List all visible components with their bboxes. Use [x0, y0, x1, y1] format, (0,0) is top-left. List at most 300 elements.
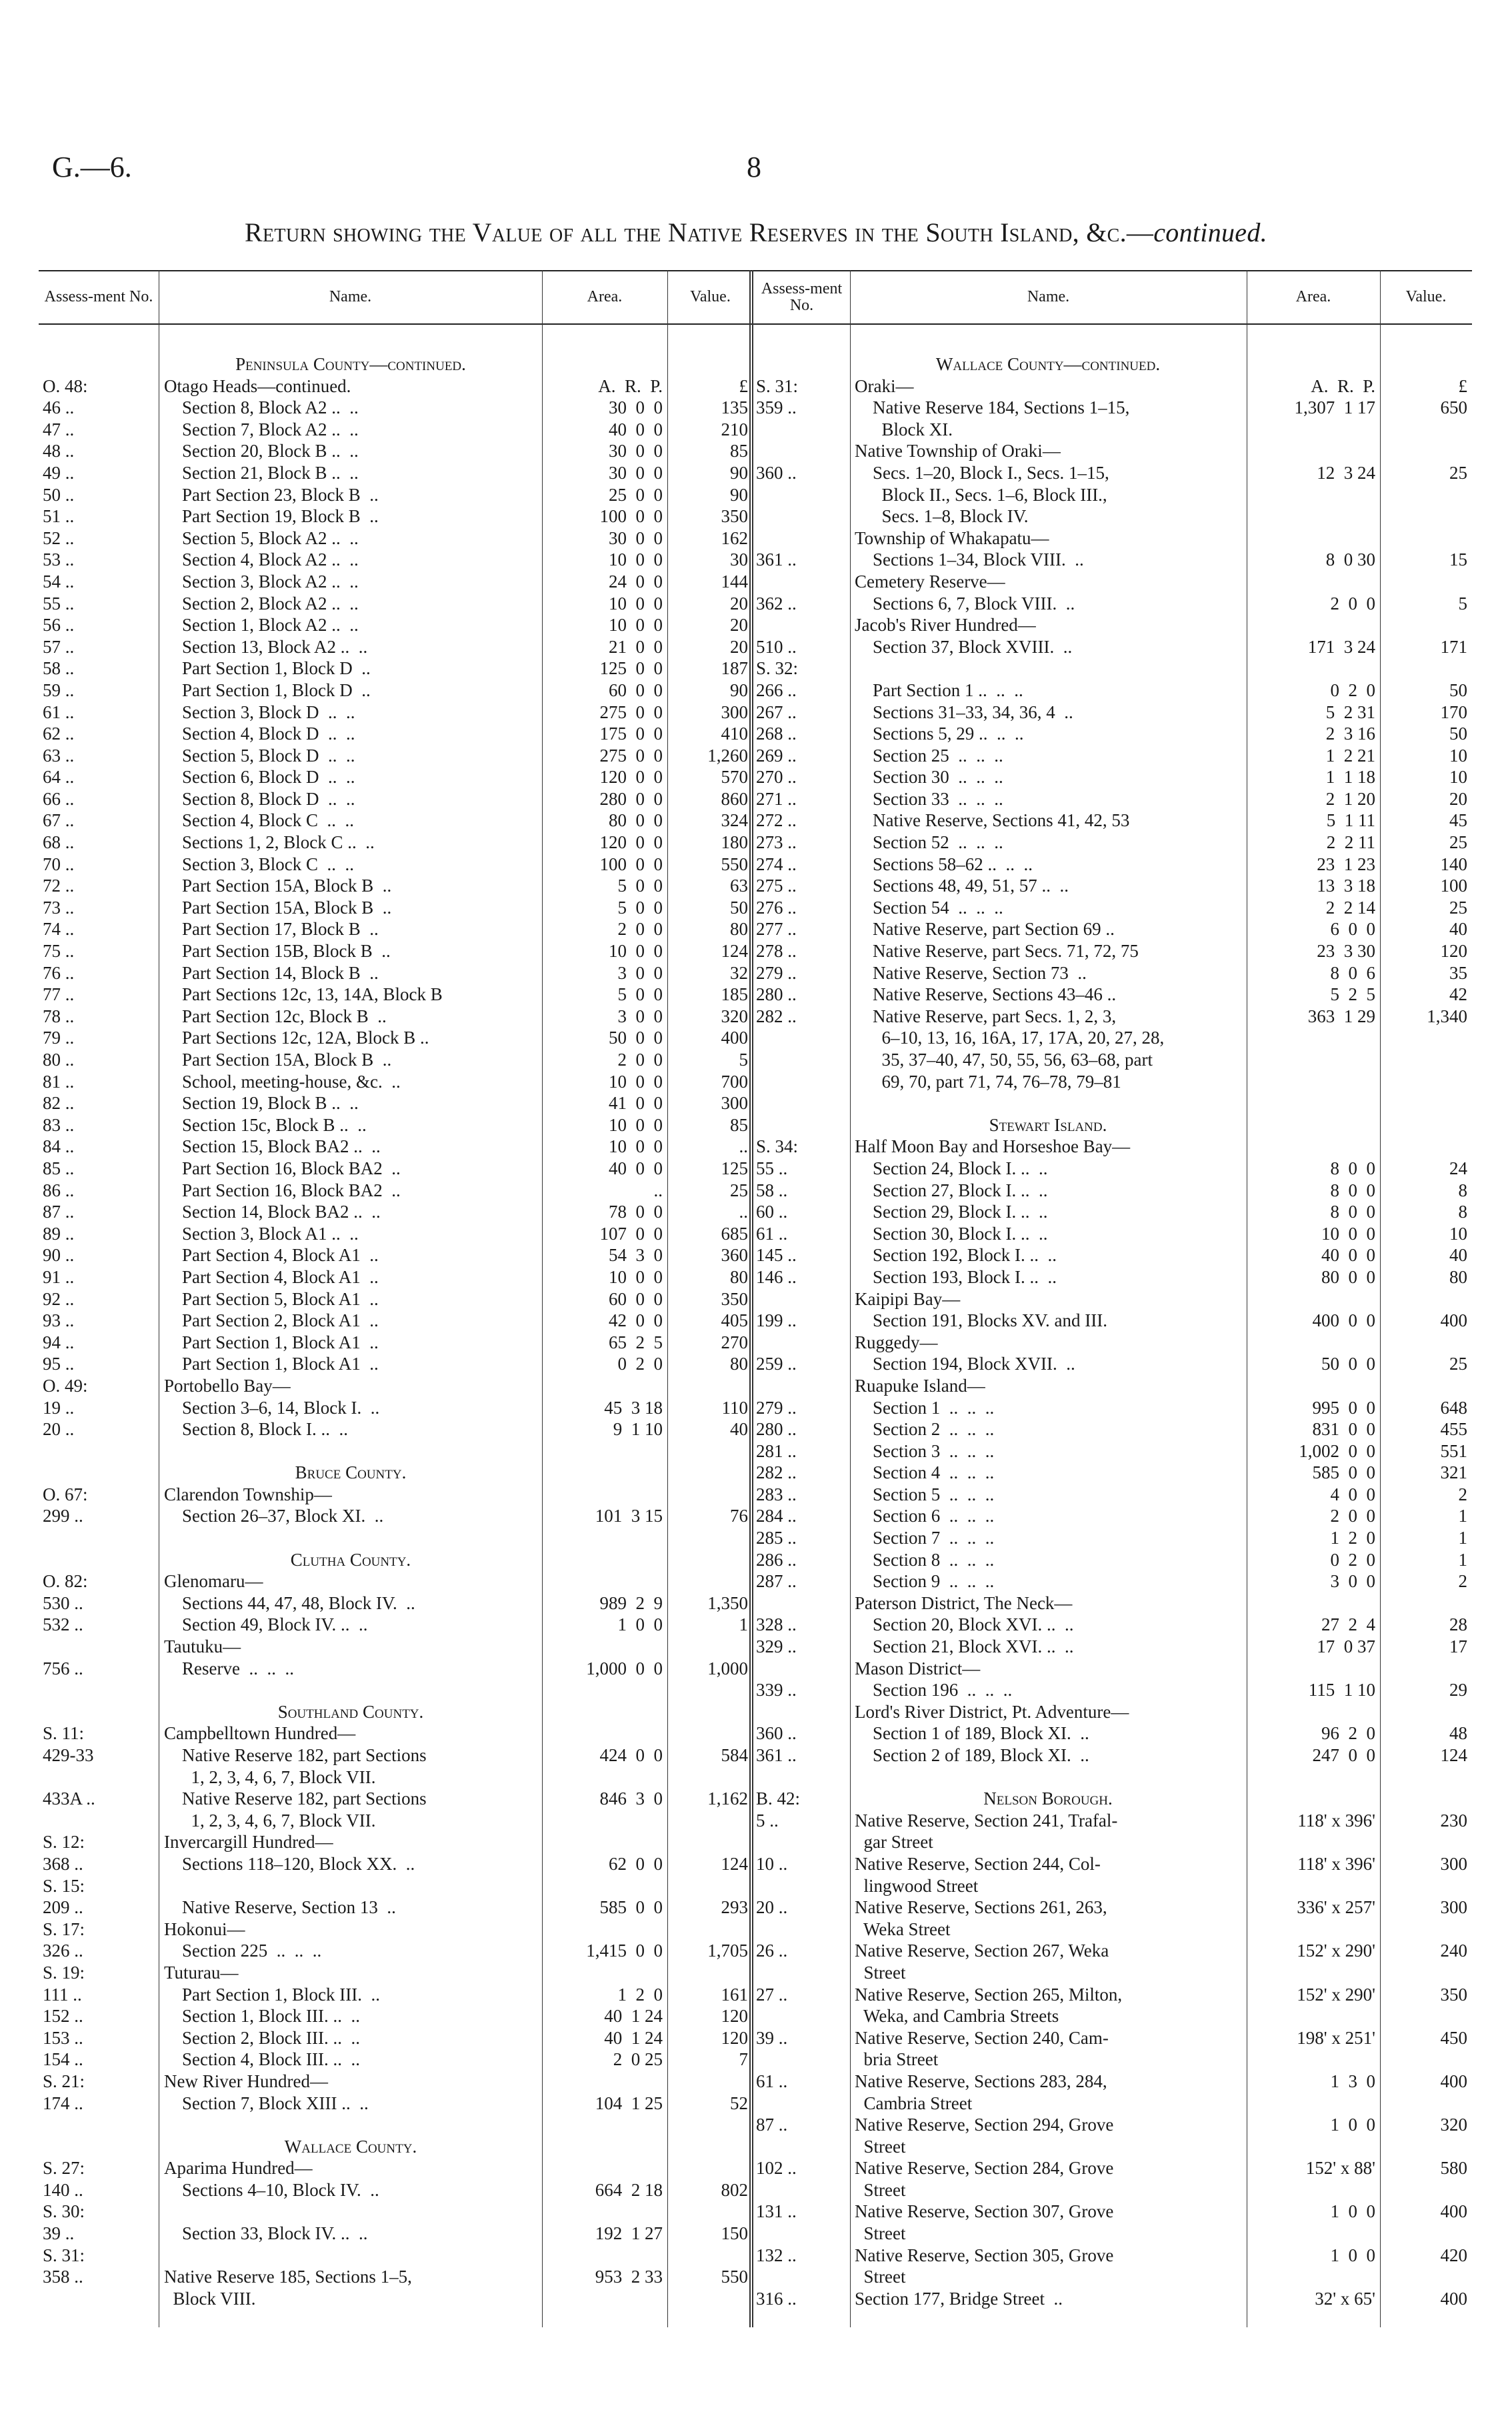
area-value: 30 0 0: [609, 462, 663, 483]
table-row: [39, 1962, 753, 1984]
table-row: [39, 2223, 753, 2245]
value-amount: 400: [721, 1028, 748, 1048]
area-value: 152' x 290': [1297, 1941, 1375, 1961]
value-amount: 17: [1449, 1636, 1467, 1657]
reserve-name: Native Reserve, Section 13 ..: [164, 1897, 396, 1918]
table-row: [753, 1244, 1472, 1266]
assessment-number: 280 ..: [756, 984, 797, 1005]
header-assessment: Assess-ment No.: [39, 270, 159, 325]
assessment-number: 54 ..: [43, 571, 75, 591]
reserve-name: Paterson District, The Neck—: [855, 1592, 1073, 1613]
reserve-name: Section 33 .. .. ..: [855, 788, 1003, 809]
area-value: 1,002 0 0: [1299, 1440, 1375, 1461]
table-row: [753, 2223, 1472, 2245]
reserve-name: Sections 5, 29 .. .. ..: [855, 724, 1024, 744]
reserve-name: Jacob's River Hundred—: [855, 615, 1036, 636]
reserve-name: Section 6 .. .. ..: [855, 1506, 995, 1526]
reserve-name: Section 13, Block A2 .. ..: [164, 636, 368, 657]
assessment-number: 510 ..: [756, 636, 797, 657]
assessment-number: 362 ..: [756, 593, 797, 614]
value-amount: 1,705: [707, 1941, 748, 1961]
area-value: 118' x 396': [1297, 1853, 1375, 1874]
assessment-number: 145 ..: [756, 1245, 797, 1266]
left-rows: [39, 353, 753, 2309]
table-row: [39, 1679, 753, 1701]
reserve-name: Section 5 .. .. ..: [855, 1484, 995, 1504]
reserve-name: Part Section 4, Block A1 ..: [164, 1245, 379, 1266]
table-row: [39, 2245, 753, 2267]
value-amount: 551: [1440, 1440, 1467, 1461]
assessment-number: 63 ..: [43, 745, 75, 766]
value-amount: 25: [1449, 462, 1467, 483]
table-row: [39, 832, 753, 854]
table-row: [753, 2005, 1472, 2027]
value-amount: 48: [1449, 1723, 1467, 1744]
area-value: 27 2 4: [1321, 1614, 1375, 1635]
assessment-number: 57 ..: [43, 636, 75, 657]
table-row: [39, 440, 753, 462]
area-value: 1 2 0: [1330, 1528, 1375, 1548]
table-row: [39, 2114, 753, 2136]
table-row: [753, 636, 1472, 658]
value-amount: 20: [730, 593, 748, 614]
value-amount: 1: [1458, 1528, 1467, 1548]
reserve-name: lingwood Street: [855, 1875, 979, 1896]
assessment-number: 73 ..: [43, 897, 75, 918]
area-value: 5 0 0: [617, 876, 663, 896]
table-row: [39, 571, 753, 593]
value-amount: 90: [730, 680, 748, 700]
value-amount: 2: [1458, 1571, 1467, 1592]
reserve-name: Mason District—: [855, 1658, 981, 1678]
area-value: 585 0 0: [599, 1897, 663, 1918]
area-value: 664 2 18: [595, 2179, 663, 2200]
value-amount: 450: [1440, 2027, 1467, 2048]
reserve-name: bria Street: [855, 2049, 939, 2070]
table-row: [39, 1158, 753, 1180]
area-value: 12 3 24: [1317, 462, 1375, 483]
value-amount: 650: [1440, 397, 1467, 418]
reserve-name: Native Reserve, Section 267, Weka: [855, 1941, 1109, 1961]
assessment-number: O. 48:: [43, 375, 88, 396]
value-amount: 90: [730, 484, 748, 505]
value-amount: 350: [1440, 1984, 1467, 2005]
assessment-number: 281 ..: [756, 1440, 797, 1461]
area-value: 40 1 24: [604, 2006, 663, 2027]
assessment-number: 269 ..: [756, 745, 797, 766]
value-amount: 1: [1458, 1506, 1467, 1526]
reserve-name: Section 49, Block IV. .. ..: [164, 1614, 368, 1635]
reserve-name: Sections 31–33, 34, 36, 4 ..: [855, 702, 1073, 722]
table-row: [39, 962, 753, 984]
reserve-name: Section 2 .. .. ..: [855, 1419, 995, 1440]
table-row: [753, 2136, 1472, 2158]
value-amount: 405: [721, 1310, 748, 1331]
reserve-name: New River Hundred—: [164, 2071, 328, 2091]
reserve-name: Sections 4–10, Block IV. ..: [164, 2179, 379, 2200]
assessment-number: 83 ..: [43, 1114, 75, 1135]
value-amount: 400: [1440, 1310, 1467, 1331]
table-row: [753, 1158, 1472, 1180]
table-row: [753, 353, 1472, 375]
table-row: [39, 1288, 753, 1310]
table-row: [753, 1092, 1472, 1114]
reserve-name: Campbelltown Hundred—: [164, 1723, 356, 1744]
left-table: [39, 270, 753, 2327]
area-value: 5 0 0: [617, 984, 663, 1005]
assessment-number: 279 ..: [756, 1397, 797, 1418]
assessment-number: 285 ..: [756, 1528, 797, 1548]
table-row: [39, 897, 753, 919]
area-value: 107 0 0: [599, 1223, 663, 1244]
value-amount: 240: [1440, 1941, 1467, 1961]
table-row: [753, 1636, 1472, 1658]
reserve-name: Cambria Street: [855, 2093, 973, 2113]
area-value: A. R. P.: [1311, 375, 1375, 396]
value-amount: 25: [1449, 1354, 1467, 1374]
table-row: [753, 571, 1472, 593]
reserve-name: Section 29, Block I. .. ..: [855, 1202, 1048, 1222]
area-value: 2 2 14: [1325, 897, 1375, 918]
table-row: [39, 2136, 753, 2158]
area-value: 152' x 290': [1297, 1984, 1375, 2005]
table-row: [753, 1940, 1472, 1962]
area-value: 3 0 0: [617, 962, 663, 983]
value-amount: 2: [1458, 1484, 1467, 1504]
header-assessment: Assess-ment No.: [753, 270, 850, 325]
reserve-name: Aparima Hundred—: [164, 2158, 313, 2179]
reserve-name: Section 8, Block D .. ..: [164, 788, 355, 809]
area-value: 23 3 30: [1317, 941, 1375, 962]
table-row: [753, 2114, 1472, 2136]
reserve-name: Native Reserve, part Section 69 ..: [855, 919, 1115, 940]
value-amount: ..: [739, 1202, 748, 1222]
area-value: 45 3 18: [604, 1397, 663, 1418]
assessment-number: 368 ..: [43, 1853, 83, 1874]
table-row: [39, 1092, 753, 1114]
reserve-name: Block II., Secs. 1–6, Block III.,: [855, 484, 1107, 505]
value-amount: £: [1458, 375, 1467, 396]
table-row: [753, 680, 1472, 702]
area-value: 1,000 0 0: [586, 1658, 663, 1678]
value-amount: 210: [721, 419, 748, 439]
value-amount: 20: [1449, 788, 1467, 809]
reserve-name: Part Section 1, Block A1 ..: [164, 1354, 379, 1374]
reserve-name: Native Reserve 184, Sections 1–15,: [855, 397, 1130, 418]
value-amount: 185: [721, 984, 748, 1005]
page-identifier: G.—6.: [52, 151, 132, 183]
assessment-number: 433A ..: [43, 1788, 95, 1809]
assessment-number: 52 ..: [43, 527, 75, 548]
reserve-name: Street: [855, 1962, 906, 1983]
assessment-number: 68 ..: [43, 832, 75, 853]
reserve-name: Section 19, Block B .. ..: [164, 1093, 359, 1114]
reserve-name: Section 196 .. .. ..: [855, 1680, 1013, 1700]
reserve-name: Street: [855, 2136, 906, 2157]
reserve-name: Part Section 2, Block A1 ..: [164, 1310, 379, 1331]
value-amount: 80: [730, 1354, 748, 1374]
table-row: [753, 1527, 1472, 1549]
area-value: 1 0 0: [1330, 2201, 1375, 2222]
table-row: [39, 2071, 753, 2093]
table-row: [39, 1114, 753, 1136]
table-row: [753, 1919, 1472, 1941]
value-amount: 171: [1440, 636, 1467, 657]
table-row: [39, 745, 753, 767]
value-amount: 15: [1449, 549, 1467, 570]
table-row: [39, 766, 753, 788]
table-row: [39, 1658, 753, 1680]
area-value: 1 3 0: [1330, 2071, 1375, 2091]
section-heading: Clutha County.: [290, 1549, 411, 1570]
value-amount: 144: [721, 571, 748, 591]
table-row: [753, 1027, 1472, 1049]
reserve-name: Part Section 1, Block A1 ..: [164, 1332, 379, 1352]
reserve-name: Section 14, Block BA2 .. ..: [164, 1202, 381, 1222]
area-value: 3 0 0: [1330, 1571, 1375, 1592]
value-amount: 140: [1440, 854, 1467, 874]
area-value: 17 0 37: [1317, 1636, 1375, 1657]
assessment-number: 174 ..: [43, 2093, 83, 2113]
assessment-number: 111 ..: [43, 1984, 82, 2005]
table-row: [39, 397, 753, 419]
reserve-name: Part Section 15B, Block B ..: [164, 941, 391, 962]
assessment-number: 20 ..: [756, 1897, 788, 1918]
table-row: [753, 897, 1472, 919]
reserve-name: Section 52 .. .. ..: [855, 832, 1003, 853]
area-value: 23 1 23: [1317, 854, 1375, 874]
area-value: 30 0 0: [609, 527, 663, 548]
reserve-name: Section 193, Block I. .. ..: [855, 1266, 1057, 1287]
table-row: [753, 397, 1472, 419]
reserve-name: Part Section 19, Block B ..: [164, 506, 379, 527]
table-row: [753, 1375, 1472, 1397]
reserve-name: Section 30, Block I. .. ..: [855, 1223, 1048, 1244]
table-row: [753, 1614, 1472, 1636]
area-value: 2 0 25: [613, 2049, 663, 2070]
assessment-number: 361 ..: [756, 1745, 797, 1765]
table-row: [753, 1353, 1472, 1375]
table-row: [753, 854, 1472, 876]
table-row: [39, 2288, 753, 2310]
reserve-name: 1, 2, 3, 4, 6, 7, Block VII.: [164, 1766, 376, 1787]
table-row: [753, 2027, 1472, 2049]
reserve-name: Street: [855, 2179, 906, 2200]
table-row: [39, 1332, 753, 1354]
table-row: [753, 658, 1472, 680]
table-row: [39, 1462, 753, 1484]
table-row: [753, 810, 1472, 832]
assessment-number: 152 ..: [43, 2006, 83, 2027]
assessment-number: 326 ..: [43, 1941, 83, 1961]
table-row: [39, 1701, 753, 1723]
table-row: [753, 1332, 1472, 1354]
value-amount: 420: [1440, 2245, 1467, 2265]
assessment-number: 27 ..: [756, 1984, 788, 2005]
value-amount: 10: [1449, 767, 1467, 788]
table-row: [753, 1440, 1472, 1462]
reserve-name: Section 4, Block D .. ..: [164, 724, 355, 744]
reserve-name: Section 3, Block C .. ..: [164, 854, 354, 874]
area-value: 1 2 21: [1325, 745, 1375, 766]
table-row: [39, 1897, 753, 1919]
reserve-name: Tautuku—: [164, 1636, 241, 1657]
value-amount: 20: [730, 636, 748, 657]
assessment-number: 87 ..: [43, 1202, 75, 1222]
assessment-number: 359 ..: [756, 397, 797, 418]
assessment-number: 62 ..: [43, 724, 75, 744]
area-value: 40 0 0: [609, 419, 663, 439]
area-value: 585 0 0: [1312, 1462, 1375, 1483]
section-heading: Bruce County.: [295, 1462, 407, 1483]
reserve-name: Section 3–6, 14, Block I. ..: [164, 1397, 380, 1418]
table-row: [39, 702, 753, 724]
table-row: [753, 1788, 1472, 1810]
table-row: [753, 1201, 1472, 1223]
reserve-name: Sections 48, 49, 51, 57 .. ..: [855, 876, 1069, 896]
reserve-name: Sections 58–62 .. .. ..: [855, 854, 1033, 874]
area-value: 2 0 0: [617, 1050, 663, 1070]
table-row: [39, 484, 753, 506]
table-row: [753, 1570, 1472, 1592]
area-value: 5 2 5: [1330, 984, 1375, 1005]
reserve-name: Section 7, Block A2 .. ..: [164, 419, 359, 439]
reserve-name: Glenomaru—: [164, 1571, 263, 1592]
assessment-number: S. 12:: [43, 1832, 85, 1853]
value-amount: 50: [1449, 724, 1467, 744]
assessment-number: 86 ..: [43, 1180, 75, 1200]
reserve-name: Block VIII.: [164, 2288, 256, 2309]
reserve-name: Section 192, Block I. .. ..: [855, 1245, 1057, 1266]
value-amount: 180: [721, 832, 748, 853]
assessment-number: 61 ..: [756, 2071, 788, 2091]
table-row: [39, 2266, 753, 2288]
table-row: [39, 1418, 753, 1440]
value-amount: 20: [730, 615, 748, 636]
reserve-name: Tuturau—: [164, 1962, 239, 1983]
reserve-name: Half Moon Bay and Horseshoe Bay—: [855, 1136, 1131, 1157]
assessment-number: 66 ..: [43, 788, 75, 809]
area-value: 400 0 0: [1312, 1310, 1375, 1331]
area-value: 1,307 1 17: [1294, 397, 1375, 418]
area-value: 5 1 11: [1326, 810, 1375, 831]
reserve-name: Native Reserve, Section 241, Trafal-: [855, 1810, 1118, 1831]
table-row: [753, 462, 1472, 484]
assessment-number: 70 ..: [43, 854, 75, 874]
assessment-number: 429-33: [43, 1745, 94, 1765]
assessment-number: 276 ..: [756, 897, 797, 918]
area-value: 65 2 5: [609, 1332, 663, 1352]
reserve-name: Native Reserve, Sections 43–46 ..: [855, 984, 1117, 1005]
table-row: [39, 2157, 753, 2179]
value-amount: 187: [721, 658, 748, 679]
reserve-name: Section 4, Block III. .. ..: [164, 2049, 360, 2070]
value-amount: 685: [721, 1223, 748, 1244]
reserve-name: Section 3, Block A1 .. ..: [164, 1223, 359, 1244]
section-heading: Peninsula County—continued.: [235, 354, 466, 374]
assessment-number: 76 ..: [43, 962, 75, 983]
reserve-name: Section 225 .. .. ..: [164, 1941, 322, 1961]
area-value: 2 1 20: [1325, 788, 1375, 809]
assessment-number: 64 ..: [43, 767, 75, 788]
table-row: [39, 614, 753, 636]
reserve-name: Section 7 .. .. ..: [855, 1528, 995, 1548]
assessment-number: 56 ..: [43, 615, 75, 636]
area-value: 336' x 257': [1297, 1897, 1375, 1918]
value-amount: 1,260: [707, 745, 748, 766]
area-value: 198' x 251': [1297, 2027, 1375, 2048]
table-row: [753, 723, 1472, 745]
area-value: 30 0 0: [609, 441, 663, 461]
reserve-name: Invercargill Hundred—: [164, 1832, 333, 1853]
reserve-name: Section 1, Block III. .. ..: [164, 2006, 360, 2027]
reserve-name: Section 177, Bridge Street ..: [855, 2288, 1063, 2309]
value-amount: 45: [1449, 810, 1467, 831]
table-row: [39, 984, 753, 1006]
table-row: [39, 462, 753, 484]
reserve-name: Native Reserve, Section 305, Grove: [855, 2245, 1114, 2265]
table-row: [39, 1136, 753, 1158]
table-row: [753, 1875, 1472, 1897]
value-amount: 550: [721, 2267, 748, 2287]
table-row: [39, 1527, 753, 1549]
table-row: [753, 1071, 1472, 1093]
value-amount: 120: [721, 2027, 748, 2048]
area-value: 25 0 0: [609, 484, 663, 505]
table-row: [753, 766, 1472, 788]
area-value: 953 2 33: [595, 2267, 663, 2287]
reserve-name: Lord's River District, Pt. Adventure—: [855, 1701, 1129, 1722]
area-value: 1,415 0 0: [586, 1941, 663, 1961]
table-row: [39, 593, 753, 615]
reserve-name: Part Section 15A, Block B ..: [164, 876, 392, 896]
value-amount: ..: [739, 1136, 748, 1157]
reserve-name: Section 2, Block A2 .. ..: [164, 593, 359, 614]
table-row: [753, 1549, 1472, 1571]
table-row: [753, 1679, 1472, 1701]
reserve-name: 1, 2, 3, 4, 6, 7, Block VII.: [164, 1810, 376, 1831]
reserve-name: Weka, and Cambria Streets: [855, 2006, 1059, 2027]
reserve-name: Section 5, Block D .. ..: [164, 745, 355, 766]
value-amount: 860: [721, 788, 748, 809]
table-row: [753, 1658, 1472, 1680]
value-amount: 124: [721, 1853, 748, 1874]
value-amount: 1,000: [707, 1658, 748, 1678]
reserve-name: Part Section 16, Block BA2 ..: [164, 1158, 401, 1178]
value-amount: 300: [721, 1093, 748, 1114]
area-value: 280 0 0: [599, 788, 663, 809]
value-amount: 700: [721, 1071, 748, 1092]
value-amount: 350: [721, 506, 748, 527]
assessment-number: 47 ..: [43, 419, 75, 439]
section-heading: Nelson Borough.: [983, 1788, 1113, 1809]
reserve-name: Section 3, Block A2 .. ..: [164, 571, 359, 591]
reserve-name: Cemetery Reserve—: [855, 571, 1005, 591]
reserve-name: Ruggedy—: [855, 1332, 938, 1352]
area-value: 104 1 25: [595, 2093, 663, 2113]
assessment-number: 153 ..: [43, 2027, 83, 2048]
area-value: 10 0 0: [609, 1136, 663, 1157]
area-value: 8 0 30: [1325, 549, 1375, 570]
reserve-name: Part Section 14, Block B ..: [164, 962, 379, 983]
area-value: 54 3 0: [609, 1245, 663, 1266]
value-amount: 400: [1440, 2288, 1467, 2309]
assessment-number: 274 ..: [756, 854, 797, 874]
reserve-name: Section 20, Block XVI. .. ..: [855, 1614, 1074, 1635]
assessment-number: 271 ..: [756, 788, 797, 809]
value-amount: 85: [730, 1114, 748, 1135]
assessment-number: 199 ..: [756, 1310, 797, 1331]
